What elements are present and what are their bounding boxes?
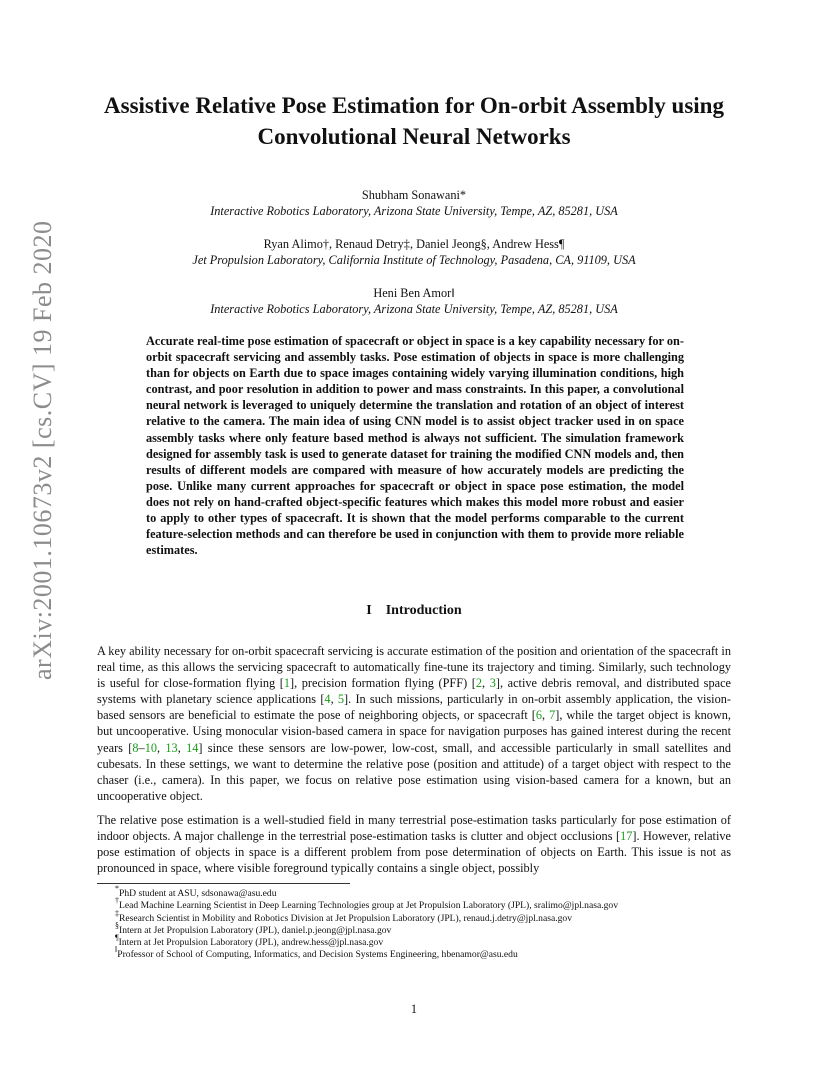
citation-link[interactable]: 14 <box>186 740 199 755</box>
author-line: Shubham Sonawani* <box>361 188 467 202</box>
author-affiliation: Jet Propulsion Laboratory, California Institute of Technology, Pasadena, CA, 91109, USA <box>192 253 636 267</box>
text-run: ], active debris removal, and distributed space systems with planetary science applications [ <box>97 676 731 707</box>
footnote-mark: † <box>115 896 119 906</box>
abstract: Accurate real-time pose estimation of spacecraft or object in space is a key capability necessary for on-orbit spacecraft servicing and assembly tasks. Pose estimation of objects in space is more challenging than for objects on Earth due to space images containing widely varying illumination conditions, high contrast, and poor resolution in addition to power and mass constraints. In this paper, a convolutional neural network is leveraged to uniquely determine the translation and rotation of an object of interest relative to the camera. The main idea of using CNN model is to assist object tracker used in on space assembly tasks where only feature based method is always not sufficient. The simulation framework designed for assembly task is used to generate dataset for training the modified CNN models and, then results of different models are compared with measure of how accurately models are predicting the pose. Unlike many current approaches for spacecraft or object in space pose estimation, the model does not rely on hand-crafted object-specific features which makes this model more robust and easier to apply to other types of spacecraft. It is shown that the model performs comparable to the current feature-selection methods and can therefore be used in conjunction with them to provide more reliable estimates. <box>146 334 684 558</box>
citation-link[interactable]: 2 <box>475 676 483 691</box>
text-run: ] since these sensors are low-power, low-cost, small, and accessible particularly in small satellites and cubesats. In these settings, we want to determine the relative pose (position and attitude) of a target object with respect to the chaser (i.e., camera). In this paper, we focus on relative pose estimation using vision-based camera for a known, but an uncooperative object. <box>97 740 731 803</box>
footnote <box>115 945 735 961</box>
intro-paragraph-2 <box>97 812 731 876</box>
footnote-mark: ‖ <box>115 945 118 955</box>
arxiv-stamp: arXiv:2001.10673v2 [cs.CV] 19 Feb 2020 <box>28 220 57 680</box>
footnote <box>115 884 735 900</box>
footnote <box>115 920 735 937</box>
footnote-text: Professor of School of Computing, Informatics, and Decision Systems Engineering, hbenamor@asu.edu <box>117 949 518 961</box>
footnote-mark: ¶ <box>115 933 119 943</box>
citation-link[interactable]: 8 <box>132 740 139 755</box>
footnote-mark: ‡ <box>115 908 119 918</box>
text-run: ]. In such missions, particularly in on-orbit assembly application, the vision-based sensors are beneficial to estimate the pose of neighboring objects, or spacecraft [ <box>97 692 731 723</box>
citation-link[interactable]: 4 <box>324 692 331 707</box>
title-line-1: Assistive Relative Pose Estimation for On-orbit Assembly using <box>104 93 724 118</box>
text-run: The relative pose estimation is a well-studied field in many terrestrial pose-estimation tasks particularly for pose estimation of indoor objects. A major challenge in the terrestrial pose-estimation tasks is clutter and object occlusions [ <box>97 813 731 844</box>
author-block-1 <box>90 187 738 219</box>
text-run: , <box>542 708 550 723</box>
author-line: Ryan Alimo†, Renaud Detry‡, Daniel Jeong§, Andrew Hess¶ <box>263 237 565 251</box>
citation-link[interactable]: 7 <box>549 708 556 723</box>
author-block-2 <box>90 236 738 268</box>
section-number: I <box>366 603 372 618</box>
citation-link[interactable]: 3 <box>489 676 496 691</box>
citation-link[interactable]: 13 <box>165 740 178 755</box>
footnote <box>115 908 735 925</box>
intro-paragraph-1 <box>97 643 731 804</box>
section-heading <box>90 603 738 619</box>
footnotes <box>115 884 735 962</box>
text-run: , <box>482 676 490 691</box>
text-run: , <box>330 692 338 707</box>
text-run: , <box>156 740 166 755</box>
footnote-mark: * <box>115 884 119 893</box>
footnote-text: PhD student at ASU, sdsonawa@asu.edu <box>119 888 277 899</box>
author-block-3 <box>90 285 738 317</box>
footnote-text: Intern at Jet Propulsion Laboratory (JPL), andrew.hess@jpl.nasa.gov <box>118 937 384 949</box>
footnote-text: Research Scientist in Mobility and Robotics Division at Jet Propulsion Laboratory (JPL), renaud.j.detry@jpl.nasa.gov <box>119 912 573 924</box>
text-run: ], precision formation flying (PFF) [ <box>290 676 476 691</box>
page-number: 1 <box>410 1002 418 1016</box>
citation-link[interactable]: 17 <box>620 829 633 844</box>
text-run: – <box>138 740 145 755</box>
footnote-divider <box>97 883 350 884</box>
paper-title <box>90 90 738 152</box>
footnote <box>115 933 735 949</box>
citation-link[interactable]: 1 <box>283 676 291 691</box>
text-run: , <box>177 740 187 755</box>
section-title: Introduction <box>385 603 462 618</box>
footnote-text: Intern at Jet Propulsion Laboratory (JPL), daniel.p.jeong@jpl.nasa.gov <box>119 924 392 936</box>
footnote <box>115 896 735 912</box>
citation-link[interactable]: 6 <box>535 708 543 723</box>
text-run: ]. However, relative pose estimation of objects in space is a different problem from pose determination of objects on Earth. This issue is not as pronounced in space, where visible foreground typically contains a single object, possibly <box>97 829 731 876</box>
citation-link[interactable]: 5 <box>337 692 345 707</box>
author-line: Heni Ben Amor‖ <box>373 286 455 300</box>
text-run: A key ability necessary for on-orbit spacecraft servicing is accurate estimation of the position and orientation of the spacecraft in real time, as this allows the servicing spacecraft to automatically fine-tune its trajectory and timing. Similarly, such technology is useful for close-formation flying [ <box>97 644 731 691</box>
citation-link[interactable]: 10 <box>144 740 157 755</box>
title-line-2: Convolutional Neural Networks <box>257 124 571 149</box>
author-affiliation: Interactive Robotics Laboratory, Arizona State University, Tempe, AZ, 85281, USA <box>210 204 618 218</box>
text-run: ], while the target object is known, but uncooperative. Using monocular vision-based camera in space for navigation purposes has gained interest during the recent years [ <box>97 708 731 755</box>
author-affiliation: Interactive Robotics Laboratory, Arizona State University, Tempe, AZ, 85281, USA <box>210 302 618 316</box>
footnote-mark: § <box>115 920 119 930</box>
footnote-text: Lead Machine Learning Scientist in Deep Learning Technologies group at Jet Propulsion Laboratory (JPL), sralimo@jpl.nasa.gov <box>119 900 619 912</box>
